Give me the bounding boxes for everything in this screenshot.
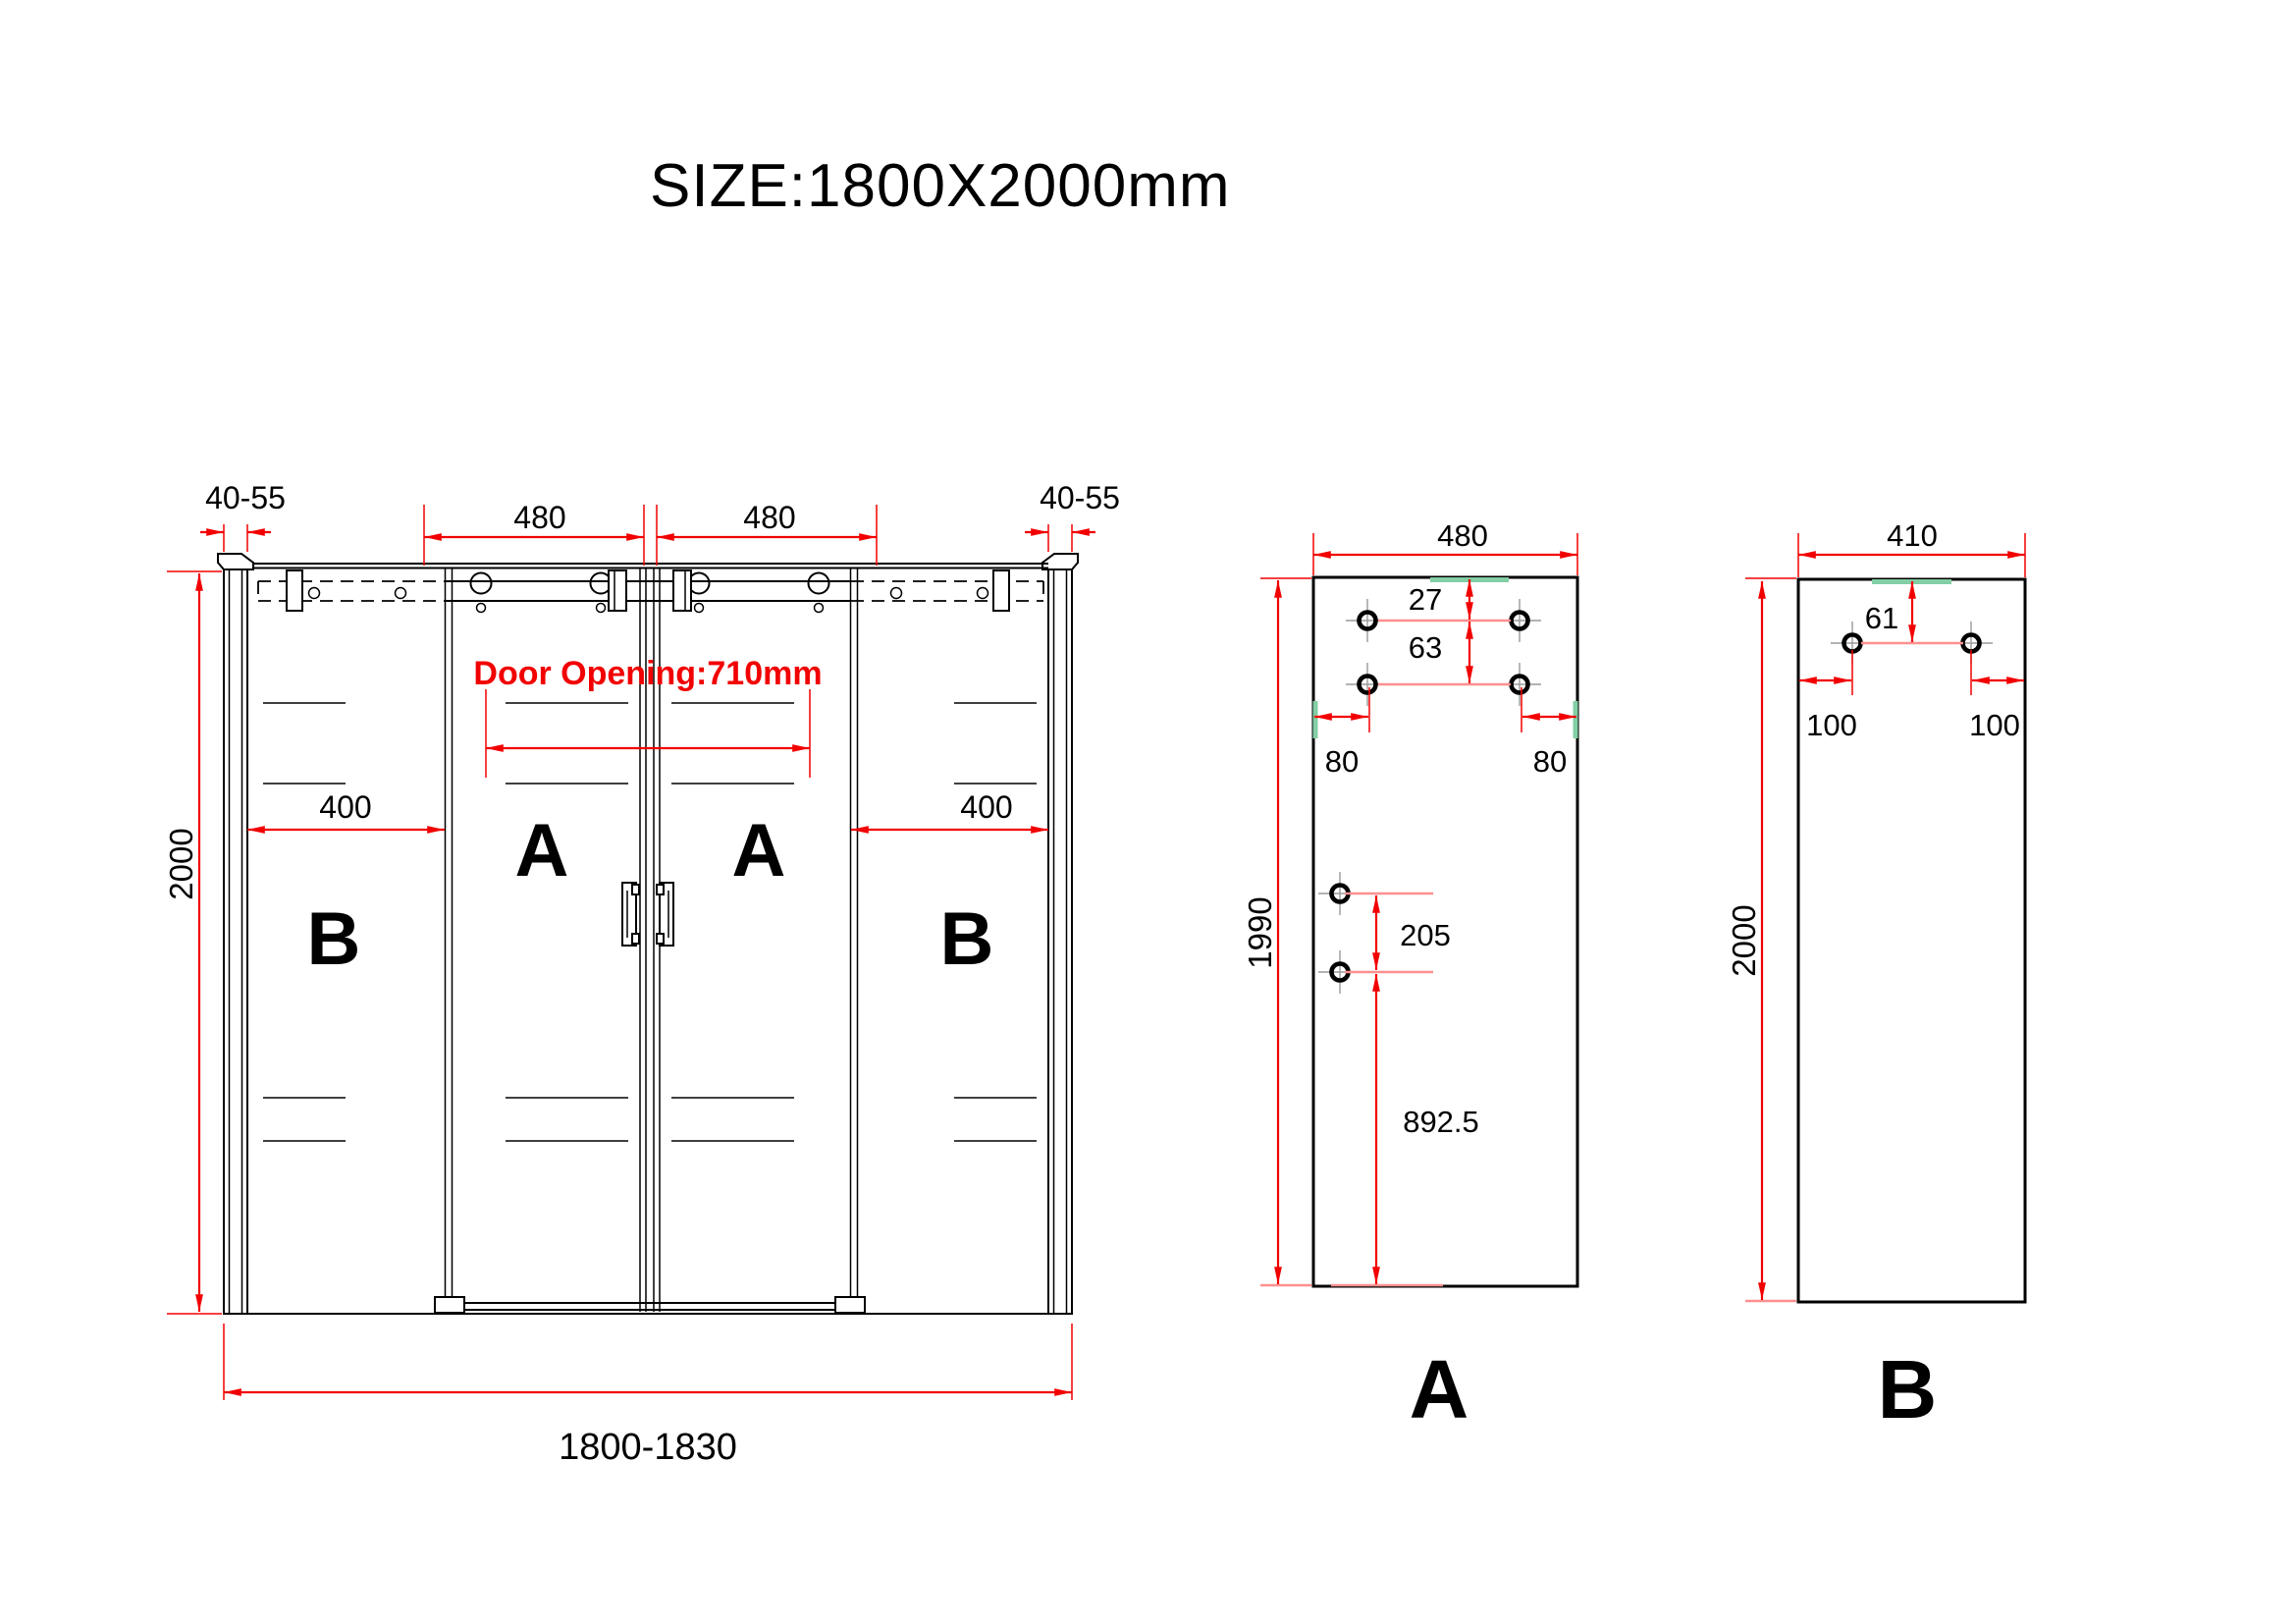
dim-door-width-left xyxy=(424,500,644,566)
door-handle-left xyxy=(622,883,639,946)
dim-door-opening xyxy=(473,655,822,778)
dim-text-fixed-panel-width-left: 400 xyxy=(319,789,372,825)
roller-screw xyxy=(597,604,606,613)
dim-text-panel-a-height: 1990 xyxy=(1242,896,1278,969)
dim-text-panel-b-edge-offset-left: 100 xyxy=(1806,708,1857,742)
dim-panel-a-width xyxy=(1313,518,1577,575)
right-wall-profile xyxy=(1042,554,1078,1314)
drawing-title: SIZE:1800X2000mm xyxy=(650,152,1231,220)
dim-panel-b-height xyxy=(1726,578,1796,1301)
dim-text-door-width-left: 480 xyxy=(513,500,566,535)
roller-stopper-right xyxy=(673,570,691,611)
panel-label-right-fixed: B xyxy=(939,897,994,981)
panel-b-outline xyxy=(1798,579,2025,1302)
bottom-guide xyxy=(224,1297,1072,1314)
dim-text-door-width-right: 480 xyxy=(743,500,796,535)
wall-bracket-left xyxy=(287,570,302,611)
detail-view-panel-b xyxy=(1726,518,2025,1435)
dim-text-panel-b-top-hole-offset: 61 xyxy=(1864,601,1899,635)
dim-text-panel-a-edge-offset-right: 80 xyxy=(1532,744,1568,779)
roller-screw xyxy=(477,604,486,613)
detail-b-caption: B xyxy=(1877,1343,1938,1435)
front-elevation-view xyxy=(163,480,1120,1468)
dim-text-panel-a-width: 480 xyxy=(1437,518,1488,553)
dim-panel-b-top-hole-offset xyxy=(1861,581,1963,643)
dim-text-panel-a-edge-offset-left: 80 xyxy=(1324,744,1360,779)
panel-a-handle-holes xyxy=(1318,872,1362,994)
roller-screw xyxy=(815,604,824,613)
tube-fastener xyxy=(891,588,902,599)
roller-screw xyxy=(695,604,704,613)
dim-panel-b-edge-offset-left xyxy=(1799,650,1857,742)
dim-panel-a-height xyxy=(1242,578,1311,1285)
detail-a-caption: A xyxy=(1409,1343,1469,1435)
roller xyxy=(471,573,492,594)
dim-panel-a-handle-height xyxy=(1331,974,1479,1285)
dim-text-panel-b-edge-offset-right: 100 xyxy=(1969,708,2020,742)
dim-panel-a-top-hole-offset xyxy=(1378,579,1511,684)
dim-text-wall-clearance-right: 40-55 xyxy=(1040,480,1120,515)
roller-stopper-left xyxy=(609,570,626,611)
dim-text-panel-b-height: 2000 xyxy=(1726,904,1762,977)
dim-overall-height xyxy=(163,571,222,1314)
dim-text-door-opening: Door Opening:710mm xyxy=(473,655,823,692)
dim-panel-a-handle-hole-spacing xyxy=(1345,893,1451,972)
dim-wall-clearance-left xyxy=(200,480,286,552)
dim-fixed-panel-width-right xyxy=(851,789,1048,830)
tube-fastener xyxy=(978,588,988,599)
roller xyxy=(809,573,829,594)
dim-panel-a-edge-offset-left xyxy=(1314,687,1369,779)
dim-text-fixed-panel-width-right: 400 xyxy=(960,789,1013,825)
dim-wall-clearance-right xyxy=(1025,480,1120,552)
dim-panel-b-edge-offset-right xyxy=(1969,650,2024,742)
dim-text-panel-b-width: 410 xyxy=(1887,518,1938,553)
panel-a-roller-holes xyxy=(1346,599,1541,706)
dim-text-panel-a-handle-hole-spacing: 205 xyxy=(1400,918,1451,952)
wall-bracket-right xyxy=(993,570,1009,611)
panel-label-left-door: A xyxy=(514,809,569,893)
dim-fixed-panel-width-left xyxy=(247,789,445,830)
dim-text-panel-a-top-hole-offset: 27 xyxy=(1408,582,1443,617)
panel-label-right-door: A xyxy=(731,809,786,893)
panel-label-left-fixed: B xyxy=(306,897,361,981)
dim-text-wall-clearance-left: 40-55 xyxy=(205,480,286,515)
glass-reflection-lines xyxy=(263,703,1037,1141)
top-track-rail xyxy=(253,564,1048,613)
tube-fastener xyxy=(309,588,320,599)
dim-text-overall-height: 2000 xyxy=(163,828,199,900)
dim-door-width-right xyxy=(657,500,877,566)
tube-fastener xyxy=(396,588,406,599)
dim-text-panel-a-hole-row-spacing: 63 xyxy=(1408,630,1443,665)
dim-panel-b-width xyxy=(1798,518,2025,577)
dim-panel-a-hole-row-spacing xyxy=(1409,622,1469,683)
dim-overall-width xyxy=(224,1324,1072,1468)
left-wall-profile xyxy=(218,554,253,1314)
detail-view-panel-a xyxy=(1242,518,1577,1435)
dim-text-overall-width: 1800-1830 xyxy=(559,1427,737,1468)
door-handle-right xyxy=(657,883,673,946)
dim-text-panel-a-handle-height: 892.5 xyxy=(1403,1105,1479,1139)
dim-panel-a-edge-offset-right xyxy=(1522,687,1576,779)
